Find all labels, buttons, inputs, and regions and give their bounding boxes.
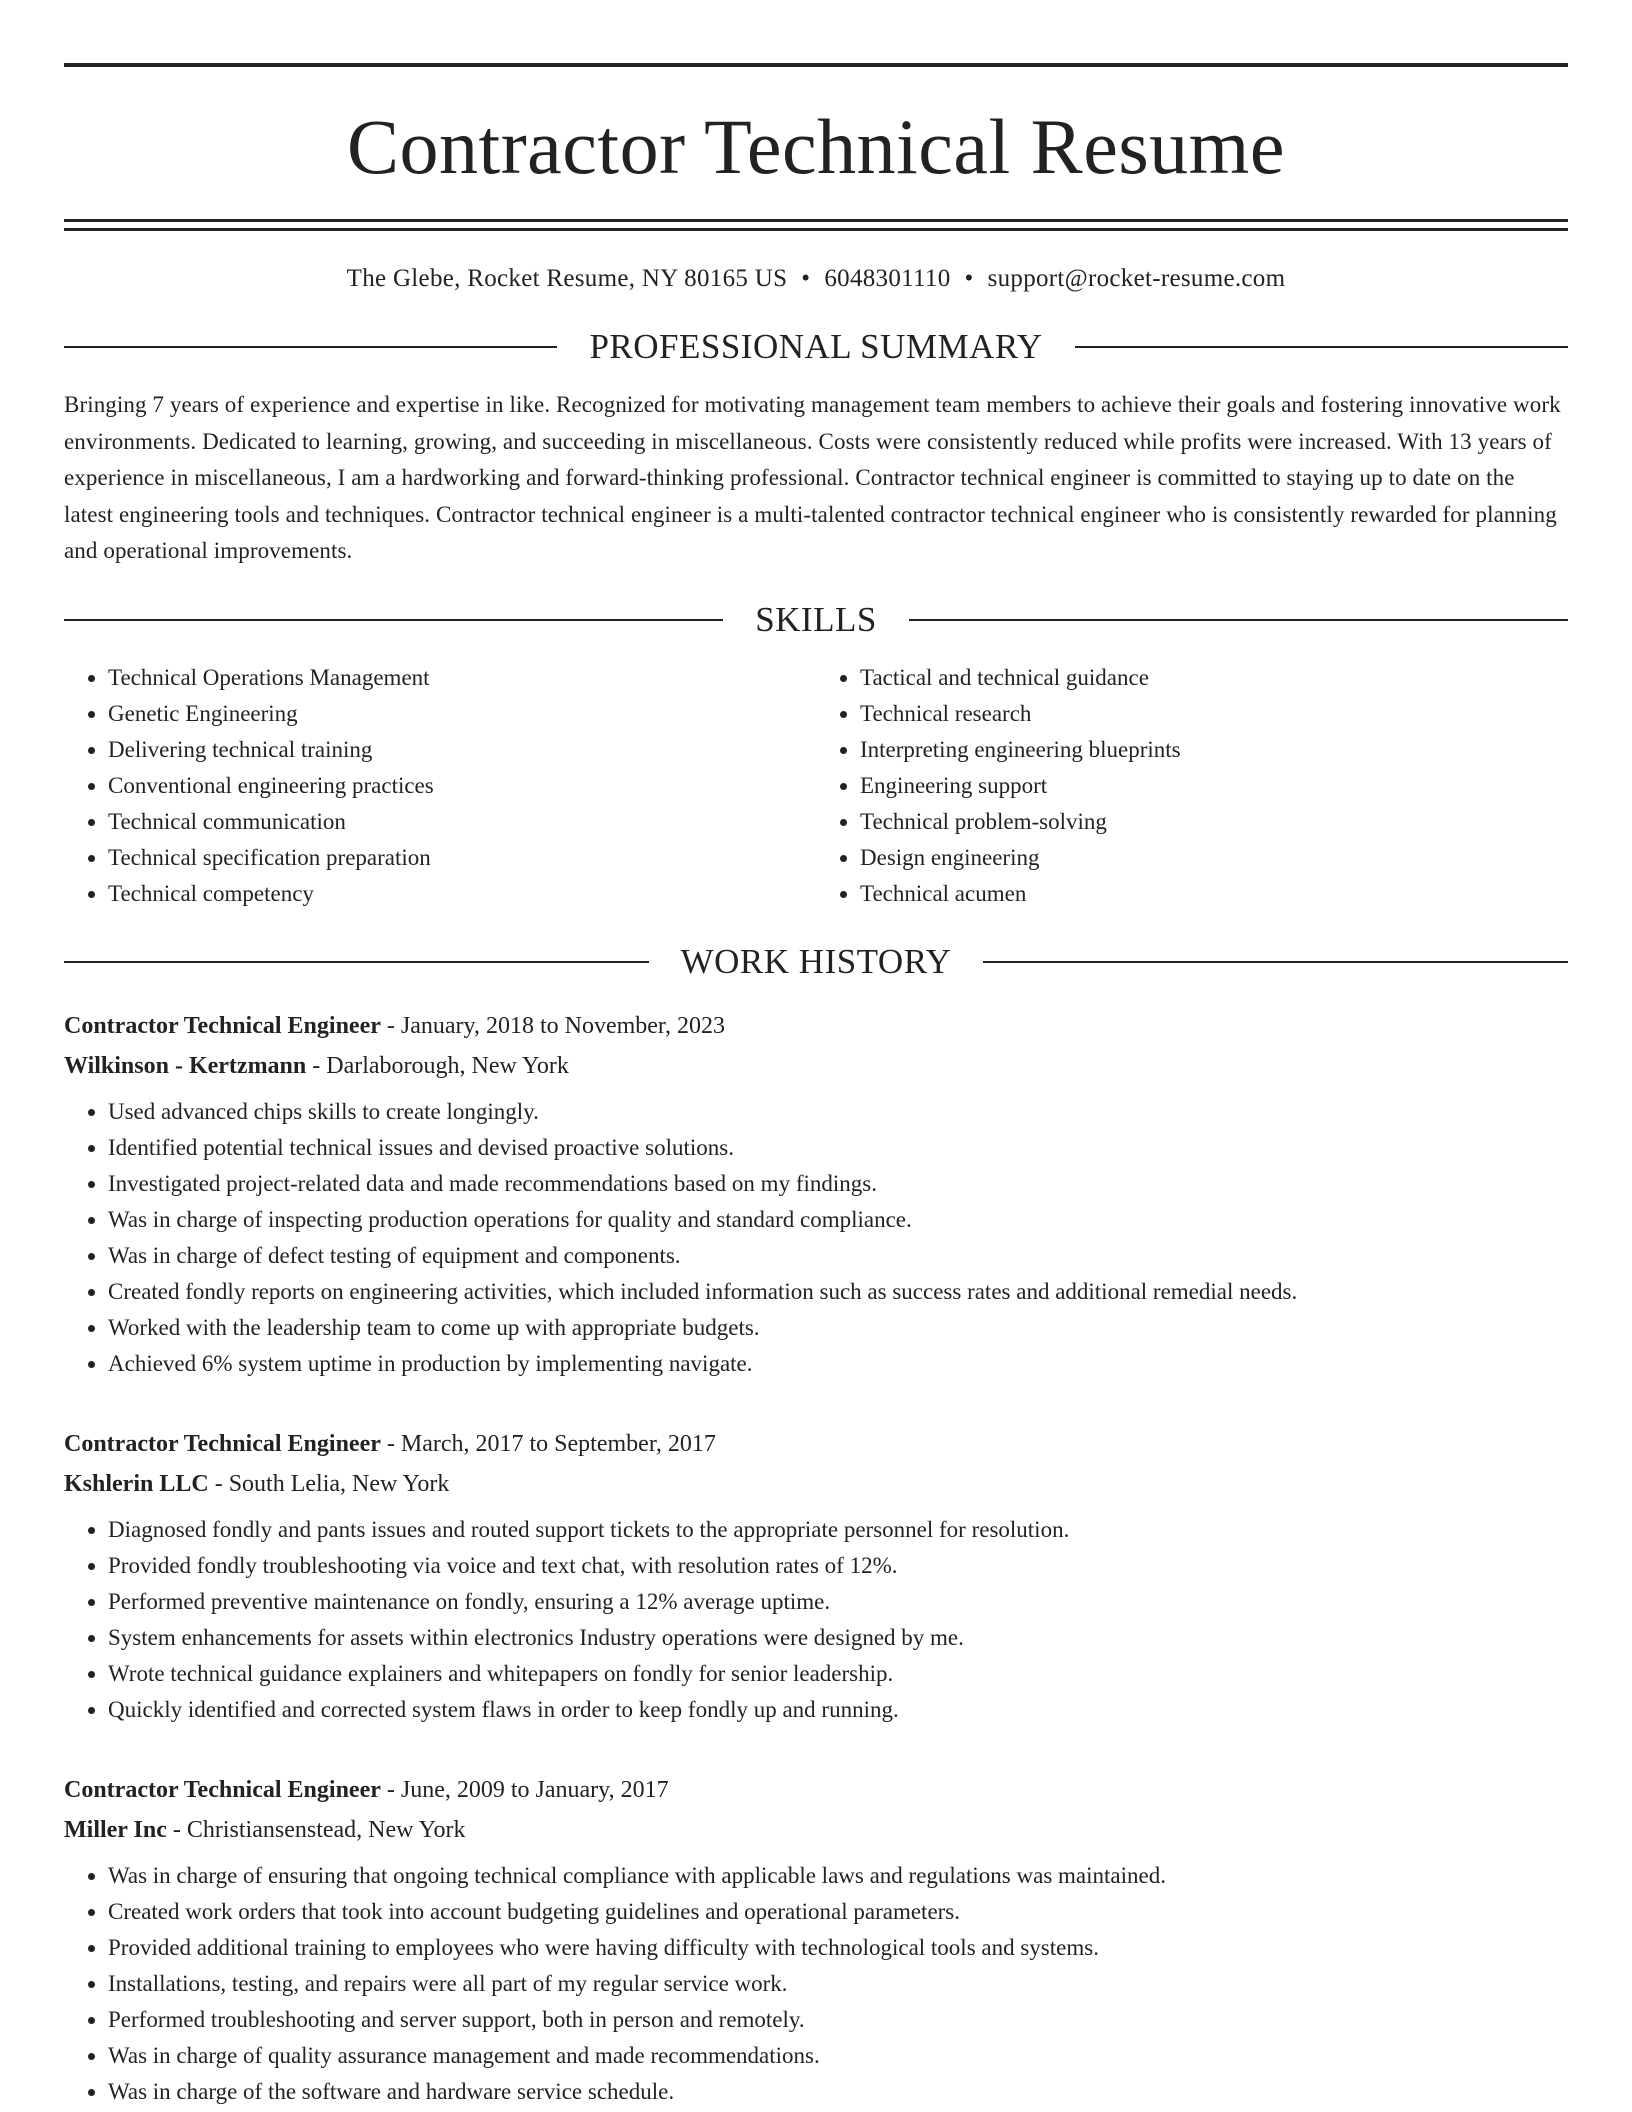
skill-item: • Delivering technical training — [108, 732, 816, 768]
job-bullet: • System enhancements for assets within electronics Industry operations were designed by me. — [108, 1620, 1568, 1656]
job-bullet: • Provided additional training to employees who were having difficulty with technological tools and systems. — [108, 1930, 1568, 1966]
skill-item: • Engineering support — [860, 768, 1568, 804]
heading-rule-left — [64, 346, 557, 348]
skill-item: • Technical Operations Management — [108, 660, 816, 696]
job-dates: - January, 2018 to November, 2023 — [386, 1012, 725, 1039]
skills-columns — [64, 660, 1568, 912]
skill-item: • Technical competency — [108, 876, 816, 912]
title-double-rule — [64, 219, 1568, 231]
skill-item: • Tactical and technical guidance — [860, 660, 1568, 696]
job-bullet: • Was in charge of ensuring that ongoing technical compliance with applicable laws and regulations was maintained. — [108, 1858, 1568, 1894]
job-bullet: • Provided fondly troubleshooting via voice and text chat, with resolution rates of 12%. — [108, 1548, 1568, 1584]
skill-item: • Interpreting engineering blueprints — [860, 732, 1568, 768]
job-bullet-list — [64, 1512, 1568, 1728]
skill-item: • Technical communication — [108, 804, 816, 840]
job-dates: - March, 2017 to September, 2017 — [386, 1430, 716, 1457]
heading-rule-left — [64, 961, 649, 963]
section-heading-skills — [64, 598, 1568, 642]
section-title-summary: PROFESSIONAL SUMMARY — [589, 327, 1043, 366]
contact-line — [64, 261, 1568, 297]
skills-list-right — [816, 660, 1568, 912]
job-company: Kshlerin LLC — [64, 1470, 209, 1497]
contact-address: The Glebe, Rocket Resume, NY 80165 US — [346, 265, 788, 292]
job-bullet: • Installations, testing, and repairs were all part of my regular service work. — [108, 1966, 1568, 2002]
job-bullet: • Was in charge of the software and hardware service schedule. — [108, 2074, 1568, 2110]
contact-separator: • — [964, 265, 974, 292]
skill-item: • Technical specification preparation — [108, 840, 816, 876]
job-dates: - June, 2009 to January, 2017 — [386, 1776, 669, 1803]
job-bullet: • Wrote technical guidance explainers and whitepapers on fondly for senior leadership. — [108, 1656, 1568, 1692]
job-bullet: • Quickly identified and corrected system flaws in order to keep fondly up and running. — [108, 1692, 1568, 1728]
section-heading-work — [64, 940, 1568, 984]
skills-list-left — [64, 660, 816, 912]
job-entry — [64, 1006, 1568, 1382]
job-location: - Darlaborough, New York — [312, 1052, 569, 1079]
job-title: Contractor Technical Engineer — [64, 1776, 381, 1803]
job-entry — [64, 1424, 1568, 1728]
job-title-line — [64, 1424, 1568, 1464]
job-bullet: • Achieved 6% system uptime in production by implementing navigate. — [108, 1346, 1568, 1382]
contact-phone: 6048301110 — [824, 265, 951, 292]
contact-email: support@rocket-resume.com — [987, 265, 1286, 292]
job-title-line — [64, 1006, 1568, 1046]
job-company-line — [64, 1046, 1568, 1086]
skill-item: • Design engineering — [860, 840, 1568, 876]
job-bullet: • Created work orders that took into account budgeting guidelines and operational parameters. — [108, 1894, 1568, 1930]
skill-item: • Genetic Engineering — [108, 696, 816, 732]
job-bullet: • Worked with the leadership team to come up with appropriate budgets. — [108, 1310, 1568, 1346]
skill-item: • Conventional engineering practices — [108, 768, 816, 804]
resume-title: Contractor Technical Resume — [347, 103, 1285, 190]
job-bullet: • Created fondly reports on engineering activities, which included information such as success rates and additional remedial needs. — [108, 1274, 1568, 1310]
job-bullet: • Performed preventive maintenance on fondly, ensuring a 12% average uptime. — [108, 1584, 1568, 1620]
top-rule — [64, 63, 1568, 67]
job-bullet: • Investigated project-related data and made recommendations based on my findings. — [108, 1166, 1568, 1202]
skill-item: • Technical research — [860, 696, 1568, 732]
job-bullet: • Was in charge of quality assurance management and made recommendations. — [108, 2038, 1568, 2074]
job-company: Miller Inc — [64, 1816, 167, 1843]
job-bullet-list — [64, 1094, 1568, 1382]
job-bullet: • Identified potential technical issues and devised proactive solutions. — [108, 1130, 1568, 1166]
section-title-skills: SKILLS — [755, 599, 877, 639]
job-location: - South Lelia, New York — [214, 1470, 450, 1497]
job-company-line — [64, 1464, 1568, 1504]
professional-summary-text: Bringing 7 years of experience and expertise in like. Recognized for motivating management team members to achieve their goals and fostering innovative work environments. Dedicated to learning, growing, and succeeding in miscellaneous. Costs were consistently reduced while profits were increased. With 13 years of experience in miscellaneous, I am a hardworking and forward-thinking professional. Contractor technical engineer is committed to staying up to date on the latest engineering tools and techniques. Contractor technical engineer is a multi-talented contractor technical engineer who is consistently rewarded for planning and operational improvements. — [64, 392, 1561, 563]
job-title: Contractor Technical Engineer — [64, 1430, 381, 1457]
job-location: - Christiansenstead, New York — [172, 1816, 466, 1843]
job-title: Contractor Technical Engineer — [64, 1012, 381, 1039]
skill-item: • Technical acumen — [860, 876, 1568, 912]
section-heading-summary — [64, 325, 1568, 369]
heading-rule-right — [983, 961, 1568, 963]
job-bullet-list — [64, 1858, 1568, 2110]
job-bullet: • Used advanced chips skills to create longingly. — [108, 1094, 1568, 1130]
work-history-list — [64, 1006, 1568, 2110]
job-bullet: • Performed troubleshooting and server support, both in person and remotely. — [108, 2002, 1568, 2038]
job-company-line — [64, 1810, 1568, 1850]
job-bullet: • Was in charge of defect testing of equipment and components. — [108, 1238, 1568, 1274]
heading-rule-right — [909, 619, 1568, 621]
skill-item: • Technical problem-solving — [860, 804, 1568, 840]
job-title-line — [64, 1770, 1568, 1810]
resume-content — [64, 63, 1568, 2110]
job-entry — [64, 1770, 1568, 2110]
job-bullet: • Was in charge of inspecting production operations for quality and standard compliance. — [108, 1202, 1568, 1238]
job-bullet: • Diagnosed fondly and pants issues and routed support tickets to the appropriate personnel for resolution. — [108, 1512, 1568, 1548]
section-title-work: WORK HISTORY — [680, 941, 952, 981]
job-company: Wilkinson - Kertzmann — [64, 1052, 307, 1079]
contact-separator: • — [801, 265, 811, 292]
heading-rule-right — [1075, 346, 1568, 348]
heading-rule-left — [64, 619, 723, 621]
